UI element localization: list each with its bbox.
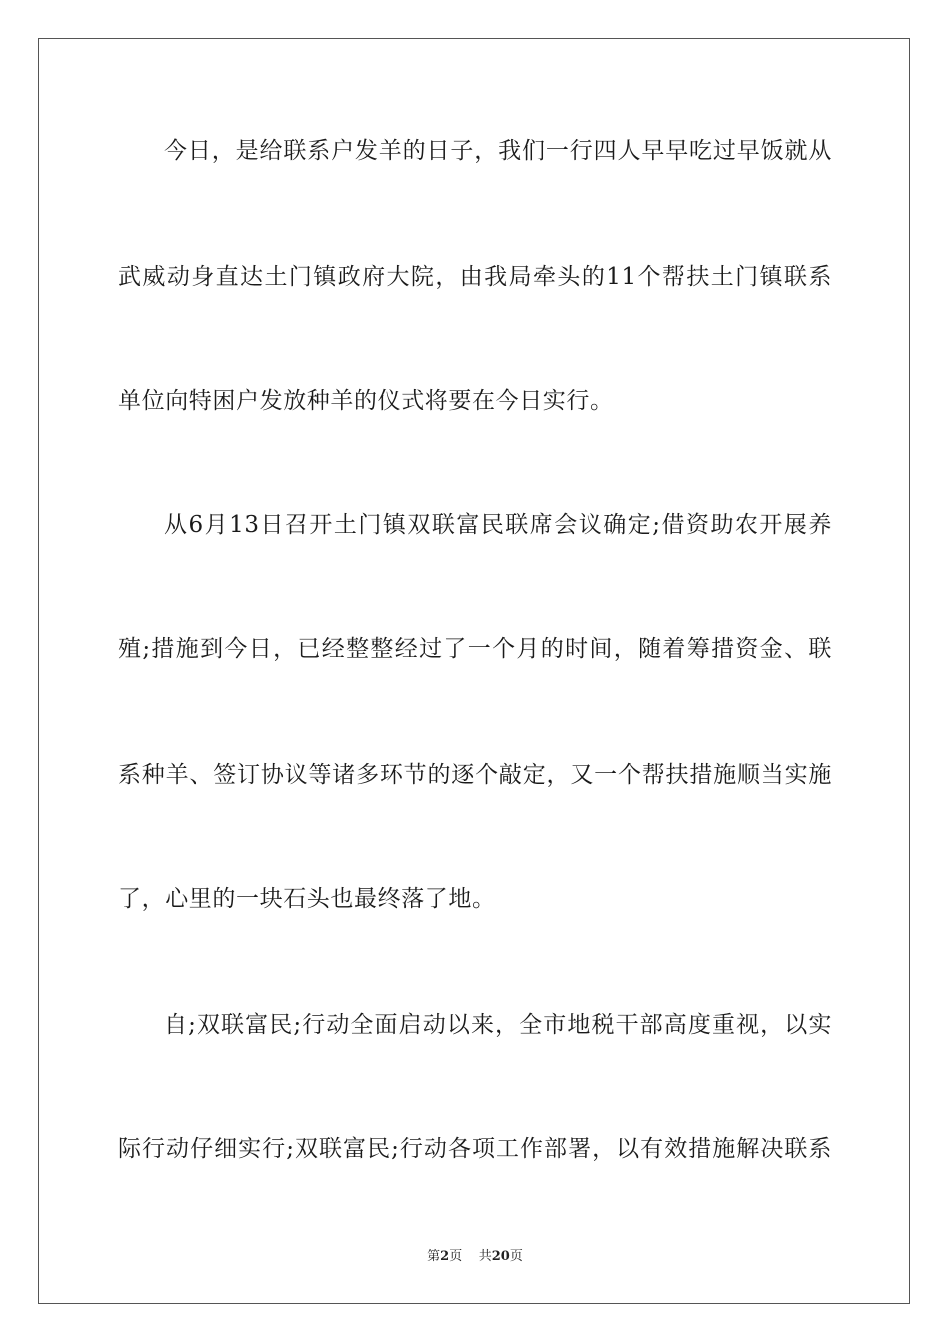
paragraph-3-line-1: 自;双联富民;行动全面启动以来，全市地税干部高度重视，以实 (164, 1012, 832, 1038)
paragraph-2-line-3: 系种羊、签订协议等诸多环节的逐个敲定，又一个帮扶措施顺当实施 (118, 762, 832, 788)
page-footer (0, 1248, 950, 1266)
paragraph-3-line-2: 际行动仔细实行;双联富民;行动各项工作部署，以有效措施解决联系 (118, 1136, 832, 1162)
page-number: 2 (440, 1249, 450, 1264)
paragraph-2-line-2: 殖;措施到今日，已经整整经过了一个月的时间，随着筹措资金、联 (118, 636, 832, 662)
page-suffix: 页 (449, 1249, 463, 1264)
paragraph-1-line-1: 今日，是给联系户发羊的日子，我们一行四人早早吃过早饭就从 (164, 138, 832, 164)
paragraph-1-line-3: 单位向特困户发放种羊的仪式将要在今日实行。 (118, 388, 614, 414)
page-border (38, 38, 910, 1304)
total-prefix: 共 (478, 1249, 492, 1264)
paragraph-2-line-1: 从6月13日召开土门镇双联富民联席会议确定;借资助农开展养 (164, 512, 832, 538)
paragraph-2-line-4: 了，心里的一块石头也最终落了地。 (118, 886, 496, 912)
page-prefix: 第 (427, 1249, 441, 1264)
total-suffix: 页 (509, 1249, 523, 1264)
paragraph-1-line-2: 武威动身直达土门镇政府大院，由我局牵头的11个帮扶土门镇联系 (118, 264, 832, 290)
total-pages: 20 (491, 1249, 510, 1264)
